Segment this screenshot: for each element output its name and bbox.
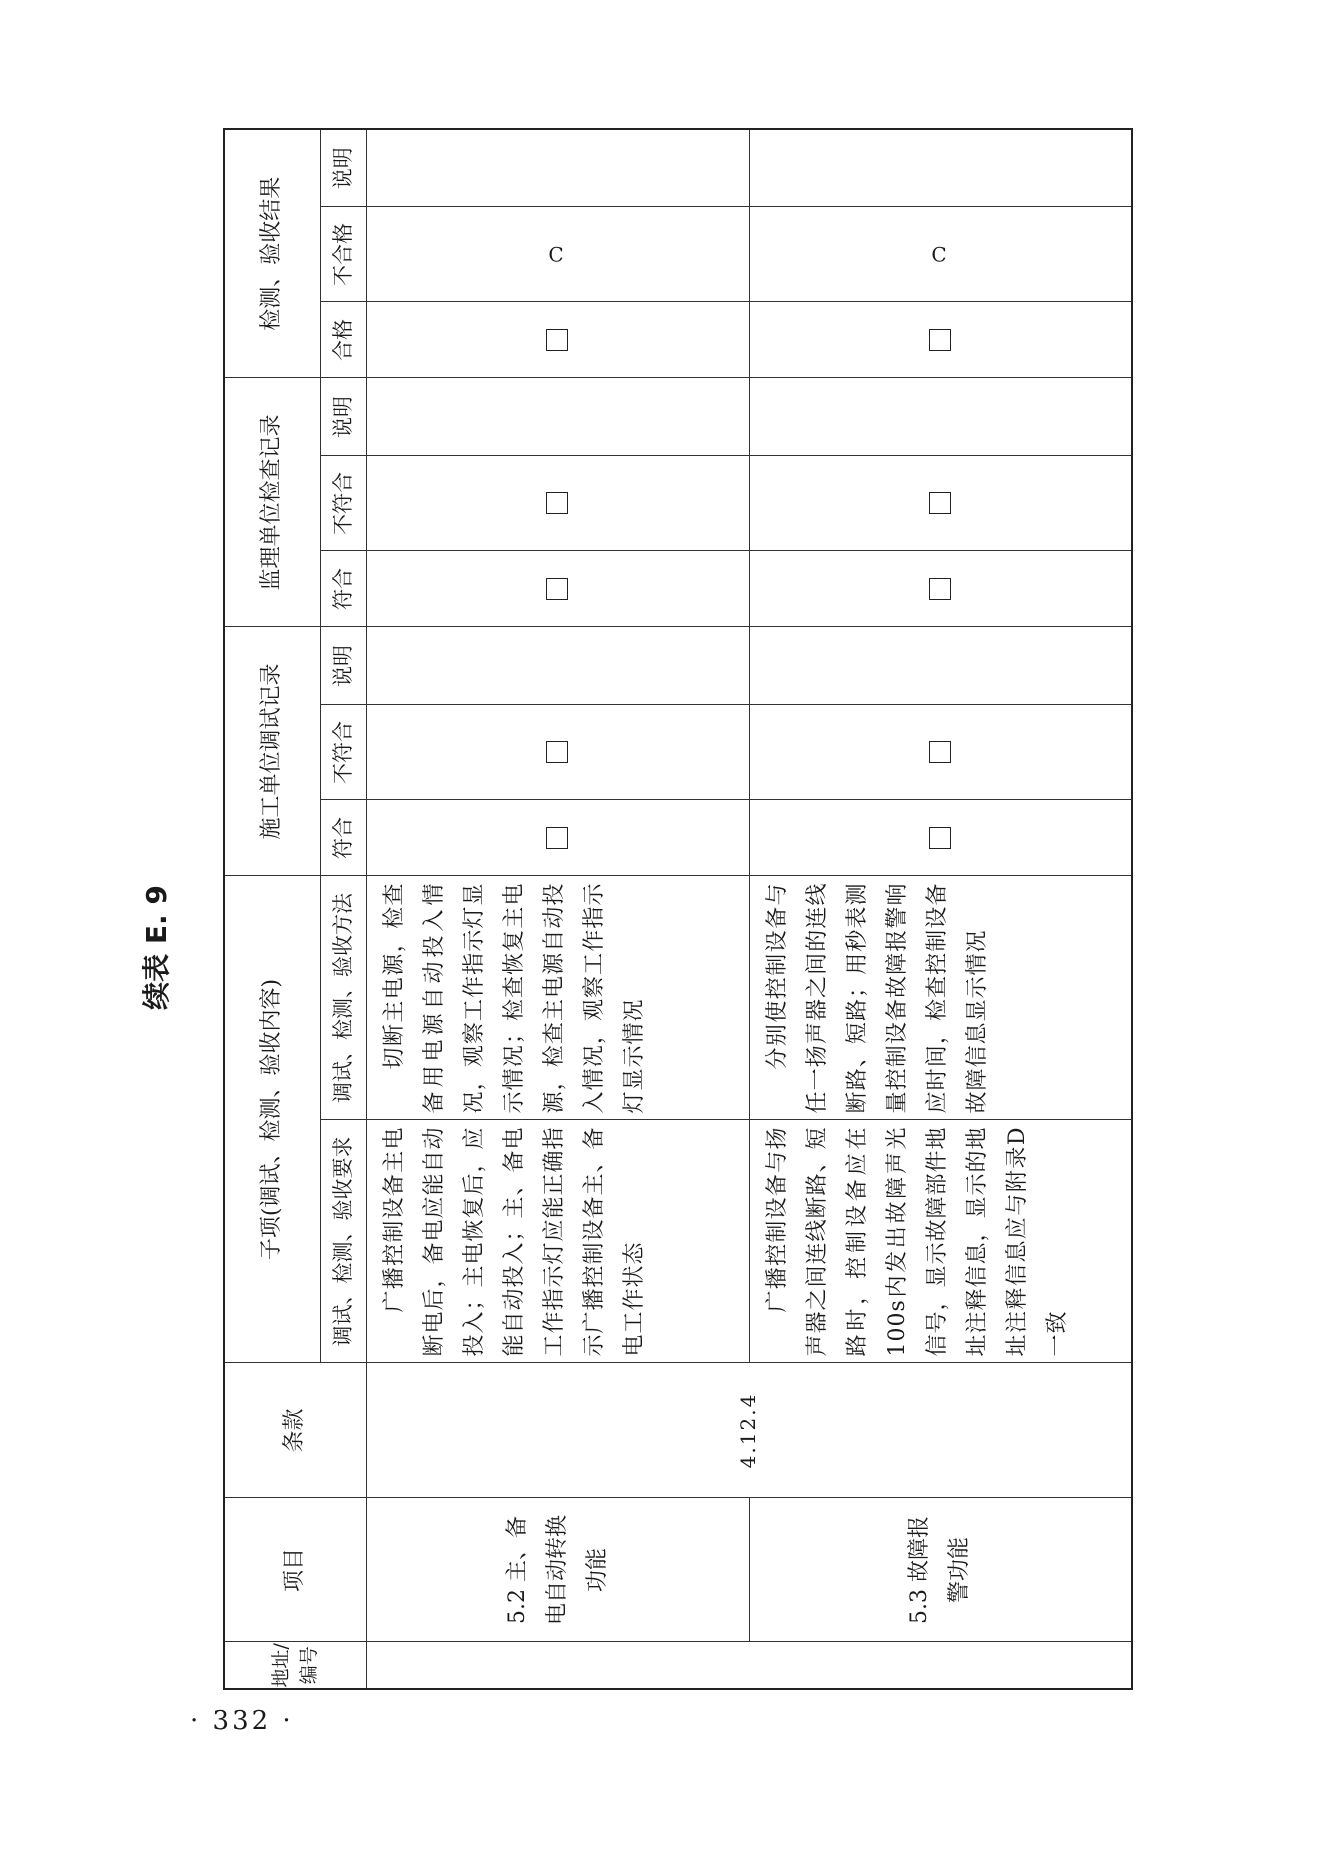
result-pass-checkbox[interactable] bbox=[366, 302, 749, 378]
result-fail-cell[interactable] bbox=[366, 207, 749, 302]
table-title-text: 续表 E. 9 bbox=[140, 885, 173, 1010]
clause-value: 4.12.4 bbox=[735, 1392, 760, 1469]
item-cell: 5.3 故障报警功能 bbox=[749, 1498, 1132, 1642]
requirement-cell: 广播控制设备与扬声器之间连线断路、短路时，控制设备应在100s内发出故障声光信号，显示故障部件地址注释信息，显示的地址注释信息应与附录D一致 bbox=[749, 1120, 1132, 1363]
supervision-nonconform-checkbox[interactable] bbox=[366, 456, 749, 551]
construction-note-cell bbox=[749, 627, 1132, 705]
construction-conform-checkbox[interactable] bbox=[749, 800, 1132, 876]
header-result-note: 说明 bbox=[320, 129, 366, 207]
header-requirement: 调试、检测、验收要求 bbox=[320, 1120, 366, 1363]
header-address-label: 地址/编号 bbox=[269, 1643, 321, 1688]
header-address bbox=[224, 1642, 366, 1689]
result-note-cell bbox=[366, 129, 749, 207]
address-cell bbox=[366, 1642, 1132, 1689]
method-cell: 分别使控制设备与任一扬声器之间的连线断路、短路；用秒表测量控制设备故障报警响应时间，检查控制设备故障信息显示情况 bbox=[749, 876, 1132, 1120]
table-row bbox=[366, 129, 749, 1689]
header-method: 调试、检测、验收方法 bbox=[320, 876, 366, 1120]
checkbox-icon bbox=[546, 741, 568, 763]
construction-nonconform-checkbox[interactable] bbox=[366, 705, 749, 800]
header-item: 项目 bbox=[224, 1498, 366, 1642]
supervision-nonconform-checkbox[interactable] bbox=[749, 456, 1132, 551]
construction-note-cell bbox=[366, 627, 749, 705]
header-construction-conform: 符合 bbox=[320, 800, 366, 876]
header-subitem: 子项(调试、检测、验收内容) bbox=[224, 876, 320, 1363]
checkbox-icon bbox=[546, 827, 568, 849]
construction-conform-checkbox[interactable] bbox=[366, 800, 749, 876]
fail-mark: C bbox=[931, 242, 947, 267]
checkbox-icon bbox=[546, 329, 568, 351]
checkbox-icon bbox=[929, 492, 951, 514]
rotated-table-frame bbox=[140, 147, 1133, 1690]
page-number: · 332 · bbox=[190, 1706, 294, 1736]
header-result-fail: 不合格 bbox=[320, 207, 366, 302]
fail-mark: C bbox=[548, 242, 565, 267]
result-pass-checkbox[interactable] bbox=[749, 302, 1132, 378]
header-clause: 条款 bbox=[224, 1363, 366, 1498]
header-construction-note: 说明 bbox=[320, 627, 366, 705]
header-result: 检测、验收结果 bbox=[224, 129, 320, 378]
construction-nonconform-checkbox[interactable] bbox=[749, 705, 1132, 800]
checkbox-icon bbox=[546, 578, 568, 600]
supervision-note-cell bbox=[366, 378, 749, 456]
header-supervision-nonconform: 不符合 bbox=[320, 456, 366, 551]
requirement-cell: 广播控制设备主电断电后，备电应能自动投入；主电恢复后，应能自动投入；主、备电工作指示灯应能正确指示广播控制设备主、备电工作状态 bbox=[366, 1120, 749, 1363]
header-construction-nonconform: 不符合 bbox=[320, 705, 366, 800]
clause-cell bbox=[366, 1363, 1132, 1498]
header-construction: 施工单位调试记录 bbox=[224, 627, 320, 876]
checkbox-icon bbox=[929, 741, 951, 763]
header-supervision-note: 说明 bbox=[320, 378, 366, 456]
result-fail-cell[interactable] bbox=[749, 207, 1132, 302]
supervision-conform-checkbox[interactable] bbox=[366, 551, 749, 627]
header-result-pass: 合格 bbox=[320, 302, 366, 378]
header-supervision: 监理单位检查记录 bbox=[224, 378, 320, 627]
checkbox-icon bbox=[929, 827, 951, 849]
checkbox-icon bbox=[546, 492, 568, 514]
method-cell: 切断主电源，检查备用电源自动投入情况，观察工作指示灯显示情况；检查恢复主电源，检查主电源自动投入情况，观察工作指示灯显示情况 bbox=[366, 876, 749, 1120]
checkbox-icon bbox=[929, 578, 951, 600]
supervision-note-cell bbox=[749, 378, 1132, 456]
supervision-conform-checkbox[interactable] bbox=[749, 551, 1132, 627]
checkbox-icon bbox=[929, 329, 951, 351]
inspection-table bbox=[223, 128, 1133, 1690]
header-supervision-conform: 符合 bbox=[320, 551, 366, 627]
item-cell: 5.2 主、备电自动转换功能 bbox=[366, 1498, 749, 1642]
result-note-cell bbox=[749, 129, 1132, 207]
